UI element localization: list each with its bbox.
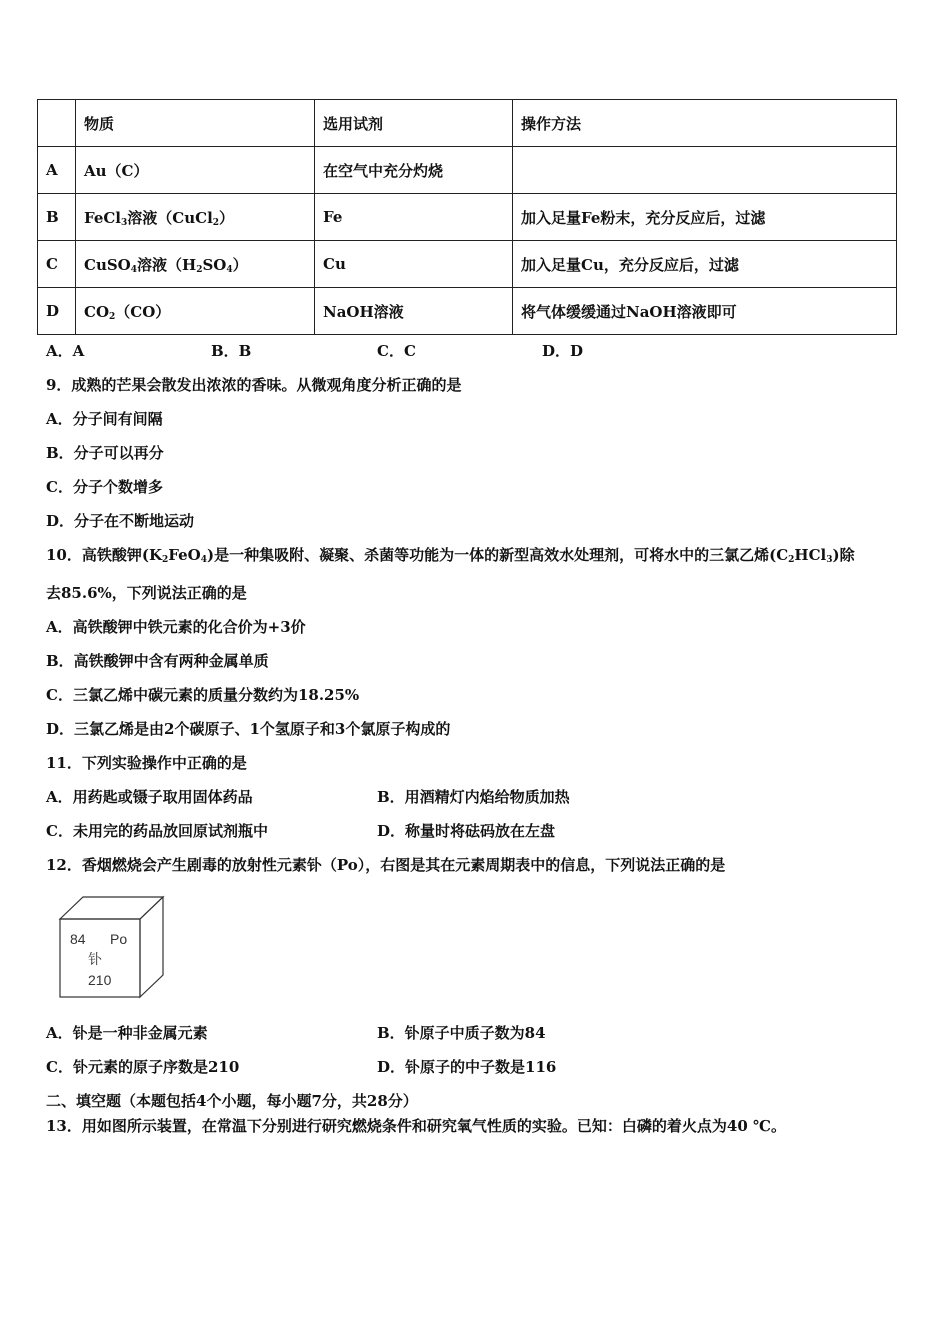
subscript: 2 bbox=[196, 264, 203, 275]
q10-stem bbox=[46, 545, 855, 570]
row-label: C bbox=[38, 241, 76, 288]
subscript: 4 bbox=[200, 555, 207, 565]
substance-text: ） bbox=[232, 255, 248, 274]
row-label: A bbox=[38, 147, 76, 194]
table-header-cell: 操作方法 bbox=[513, 100, 897, 147]
substance-cell bbox=[76, 194, 315, 241]
q8-option-b: B．B bbox=[211, 342, 252, 360]
element-atomic-mass: 210 bbox=[88, 972, 112, 988]
method-cell: 将气体缓缓通过NaOH溶液即可 bbox=[513, 288, 897, 335]
q12-stem: 12．香烟燃烧会产生剧毒的放射性元素钋（Po），右图是其在元素周期表中的信息，下列说法正确的是 bbox=[46, 856, 726, 874]
q9-stem: 9．成熟的芒果会散发出浓浓的香味。从微观角度分析正确的是 bbox=[46, 376, 462, 394]
element-card-polonium bbox=[58, 895, 168, 999]
q12-option-a: A．钋是一种非金属元素 bbox=[46, 1024, 208, 1042]
substance-text: 溶液（CuCl bbox=[127, 208, 213, 227]
substance-text: Au（C） bbox=[84, 161, 149, 180]
row-label: D bbox=[38, 288, 76, 335]
table-header-row bbox=[38, 100, 897, 147]
q11-stem: 11．下列实验操作中正确的是 bbox=[46, 754, 247, 772]
q12-option-c: C．钋元素的原子序数是210 bbox=[46, 1058, 240, 1076]
table-row bbox=[38, 147, 897, 194]
substance-cell bbox=[76, 241, 315, 288]
table-row bbox=[38, 241, 897, 288]
q12-option-d: D．钋原子的中子数是116 bbox=[377, 1058, 557, 1076]
substance-cell bbox=[76, 288, 315, 335]
section-title: 二、填空题（本题包括4个小题，每小题7分，共28分） bbox=[46, 1092, 418, 1110]
q13-stem: 13．用如图所示装置，在常温下分别进行研究燃烧条件和研究氧气性质的实验。已知：白磷的着火点为40 ℃。 bbox=[46, 1117, 786, 1135]
subscript: 2 bbox=[212, 217, 220, 228]
q9-option-c: C．分子个数增多 bbox=[46, 478, 163, 496]
element-cube-outline bbox=[58, 895, 168, 999]
substance-text: SO bbox=[202, 255, 227, 274]
table-row bbox=[38, 194, 897, 241]
q11-option-a: A．用药匙或镊子取用固体药品 bbox=[46, 788, 253, 806]
element-symbol: Po bbox=[110, 931, 128, 947]
reagent-cell: Cu bbox=[315, 241, 513, 288]
element-atomic-number: 84 bbox=[70, 931, 86, 947]
row-label: B bbox=[38, 194, 76, 241]
substance-text: 溶液（H bbox=[137, 255, 197, 274]
substance-text: ） bbox=[219, 208, 235, 227]
q11-option-c: C．未用完的药品放回原试剂瓶中 bbox=[46, 822, 268, 840]
substance-text: （CO） bbox=[115, 302, 171, 321]
q10-stem-line2: 去85.6%，下列说法正确的是 bbox=[46, 584, 247, 602]
method-cell: 加入足量Cu，充分反应后，过滤 bbox=[513, 241, 897, 288]
q10-option-a: A．高铁酸钾中铁元素的化合价为+3价 bbox=[46, 618, 306, 636]
q8-option-d: D．D bbox=[542, 342, 584, 360]
q11-option-b: B．用酒精灯内焰给物质加热 bbox=[377, 788, 570, 806]
q10-option-d: D．三氯乙烯是由2个碳原子、1个氢原子和3个氯原子构成的 bbox=[46, 720, 451, 738]
q9-option-d: D．分子在不断地运动 bbox=[46, 512, 195, 530]
subscript: 2 bbox=[788, 555, 795, 565]
subscript: 4 bbox=[226, 264, 233, 275]
substance-text: CuSO bbox=[84, 255, 131, 274]
q9-option-a: A．分子间有间隔 bbox=[46, 410, 163, 428]
substance-cell bbox=[76, 147, 315, 194]
q8-option-a: A．A bbox=[46, 342, 85, 360]
subscript: 2 bbox=[162, 555, 169, 565]
table-row bbox=[38, 288, 897, 335]
table-header-cell bbox=[38, 100, 76, 147]
reagent-cell: 在空气中充分灼烧 bbox=[315, 147, 513, 194]
substance-text: CO bbox=[84, 302, 110, 321]
q10-stem-text: 10．高铁酸钾(K bbox=[46, 546, 163, 564]
q10-stem-text: HCl bbox=[794, 546, 827, 564]
table-header-cell: 物质 bbox=[76, 100, 315, 147]
q11-option-d: D．称量时将砝码放在左盘 bbox=[377, 822, 556, 840]
reagent-cell: Fe bbox=[315, 194, 513, 241]
q10-stem-text: FeO bbox=[168, 546, 201, 564]
table-header-cell: 选用试剂 bbox=[315, 100, 513, 147]
substance-text: FeCl bbox=[84, 208, 122, 227]
q9-option-b: B．分子可以再分 bbox=[46, 444, 164, 462]
reagent-cell: NaOH溶液 bbox=[315, 288, 513, 335]
q8-option-c: C．C bbox=[377, 342, 416, 360]
q10-stem-text: )除 bbox=[832, 546, 855, 564]
q12-option-b: B．钋原子中质子数为84 bbox=[377, 1024, 546, 1042]
q10-option-b: B．高铁酸钾中含有两种金属单质 bbox=[46, 652, 269, 670]
subscript: 3 bbox=[826, 555, 833, 565]
options-table bbox=[37, 99, 897, 335]
subscript: 3 bbox=[121, 217, 128, 228]
q10-option-c: C．三氯乙烯中碳元素的质量分数约为18.25% bbox=[46, 686, 360, 704]
q10-stem-text: )是一种集吸附、凝聚、杀菌等功能为一体的新型高效水处理剂，可将水中的三氯乙烯(C bbox=[207, 546, 789, 564]
element-name: 钋 bbox=[88, 952, 102, 968]
subscript: 2 bbox=[109, 311, 116, 322]
method-cell: 加入足量Fe粉末，充分反应后，过滤 bbox=[513, 194, 897, 241]
method-cell bbox=[513, 147, 897, 194]
subscript: 4 bbox=[130, 264, 138, 275]
